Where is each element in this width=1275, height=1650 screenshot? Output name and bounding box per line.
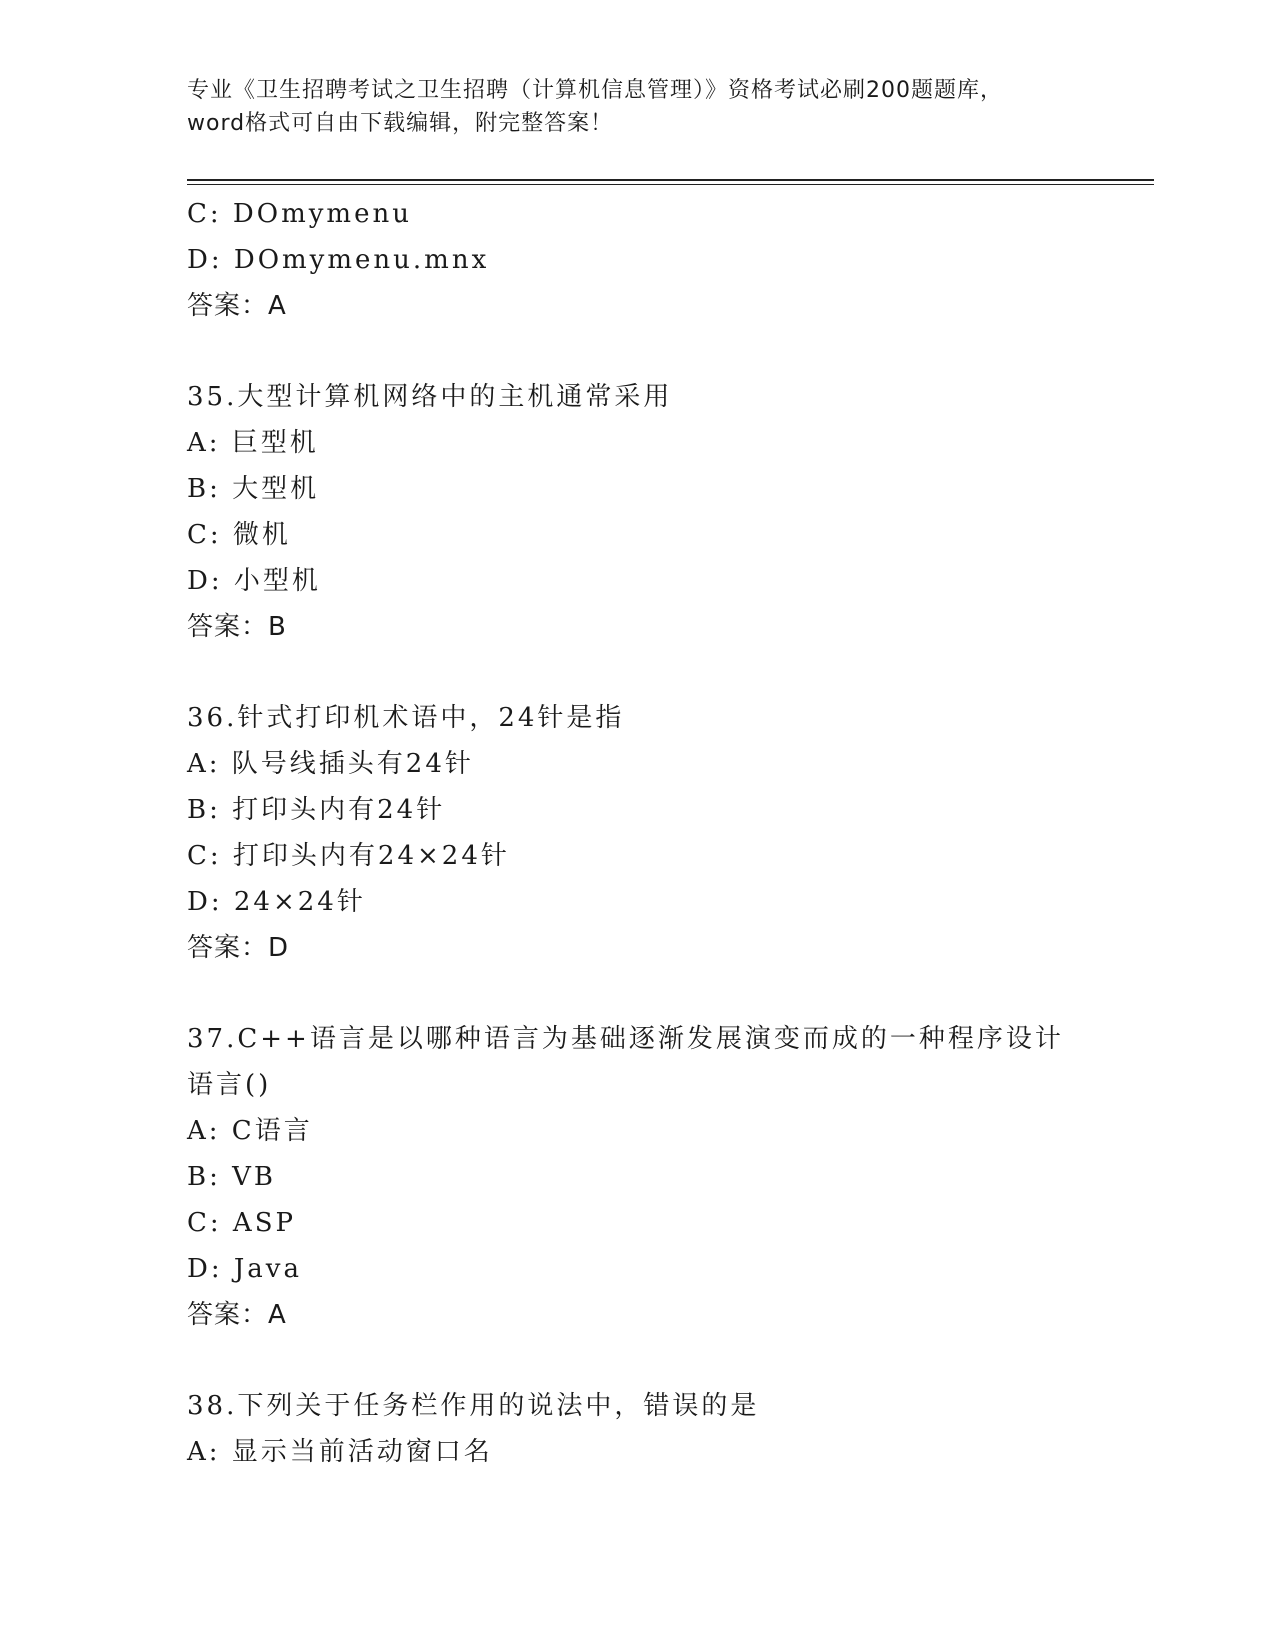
answer: 答案：D: [187, 933, 290, 963]
answer: 答案：A: [187, 291, 287, 321]
question-stem: 36.针式打印机术语中，24针是指: [187, 703, 625, 733]
option-c: C: ASP: [187, 1208, 296, 1238]
question-37: [187, 1016, 1087, 1338]
option-b: B: 大型机: [187, 474, 320, 504]
question-34-tail: [187, 191, 1087, 329]
option-a: A: 显示当前活动窗口名: [187, 1437, 493, 1467]
option-c: C: 微机: [187, 520, 291, 550]
option-b: B: 打印头内有24针: [187, 795, 446, 825]
question-list: [187, 191, 1087, 1475]
option-b: B: VB: [187, 1162, 277, 1192]
answer: 答案：A: [187, 1300, 287, 1330]
option-a: A: 队号线插头有24针: [187, 749, 474, 779]
option-c: C: 打印头内有24×24针: [187, 841, 510, 871]
option-d: D: 24×24针: [187, 887, 366, 917]
question-stem: 37.C++语言是以哪种语言为基础逐渐发展演变而成的一种程序设计语言(): [187, 1024, 1064, 1100]
answer: 答案：B: [187, 612, 287, 642]
header-divider-thin: [187, 184, 1154, 185]
question-35: [187, 374, 1087, 650]
option-d: D: Java: [187, 1254, 302, 1284]
option-c: C: DOmymenu: [187, 199, 412, 229]
header-title-line-2: word格式可自由下载编辑，附完整答案！: [187, 111, 614, 136]
option-a: A: 巨型机: [187, 428, 319, 458]
header-divider-thick: [187, 179, 1154, 181]
option-a: A: C语言: [187, 1116, 313, 1146]
document-header: [187, 74, 1087, 140]
question-stem: 35.大型计算机网络中的主机通常采用: [187, 382, 673, 412]
header-title-line-1: 专业《卫生招聘考试之卫生招聘（计算机信息管理）》资格考试必刷200题题库，: [187, 78, 1003, 103]
option-d: D: 小型机: [187, 566, 321, 596]
question-36: [187, 695, 1087, 971]
option-d: D: DOmymenu.mnx: [187, 245, 490, 275]
question-stem: 38.下列关于任务栏作用的说法中，错误的是: [187, 1391, 760, 1421]
question-38: [187, 1383, 1087, 1475]
